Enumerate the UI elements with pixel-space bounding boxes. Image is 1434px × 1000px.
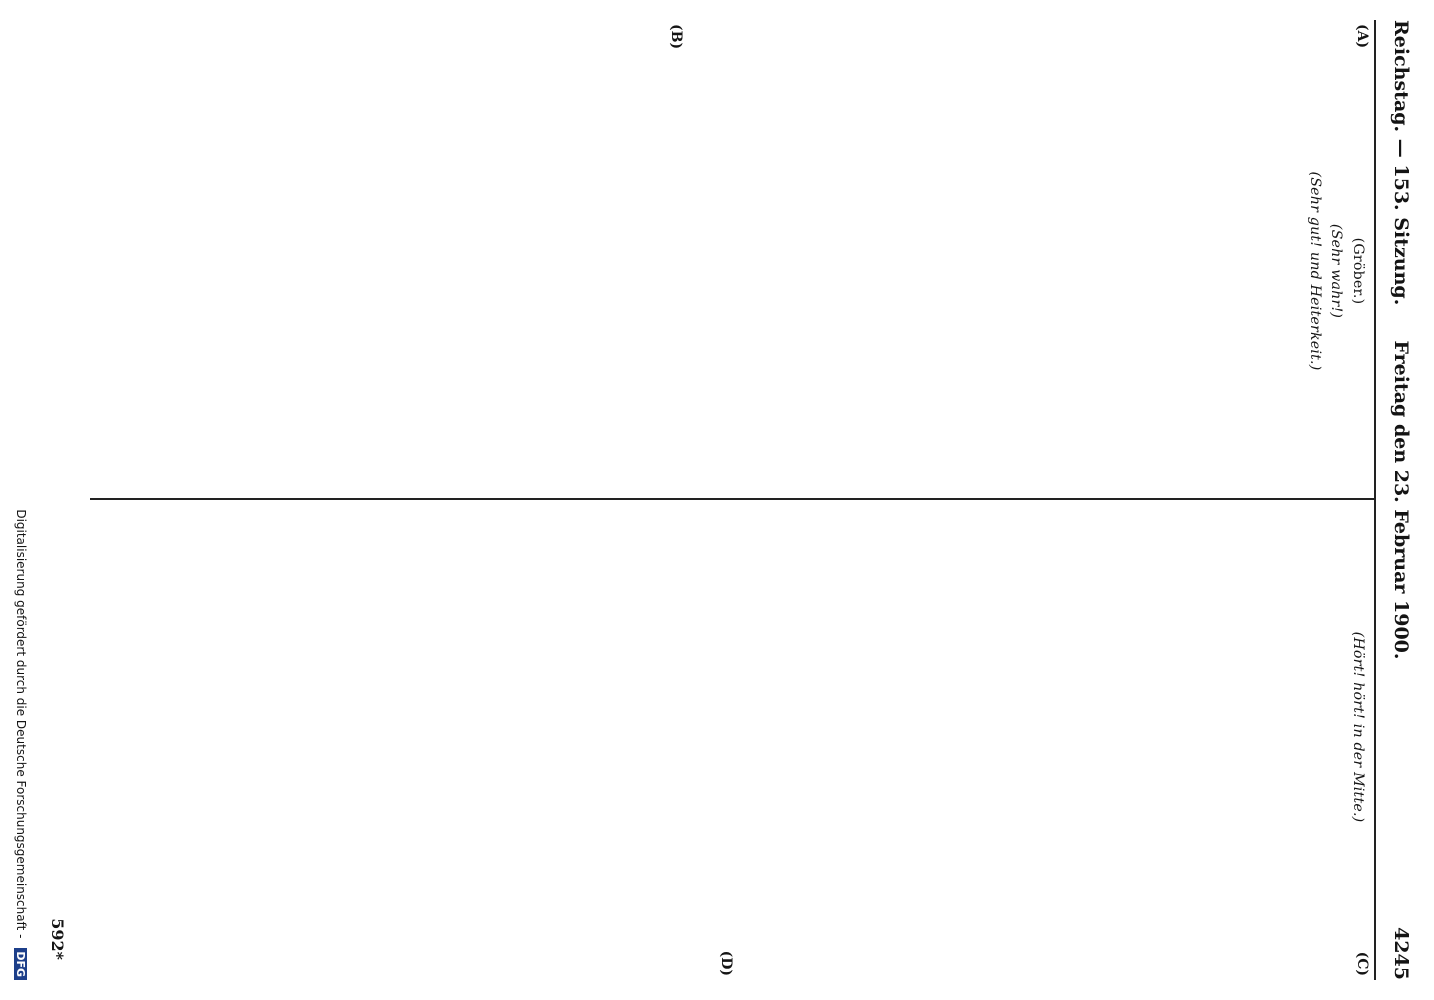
margin-letter-c: (C) bbox=[1354, 951, 1370, 976]
page-header bbox=[1378, 20, 1412, 980]
right-column bbox=[1345, 512, 1370, 942]
header-center: Freitag den 23. Februar 1900. bbox=[1390, 340, 1412, 660]
header-page-number: 4245 bbox=[1390, 927, 1412, 980]
interjection: (Hört! hört! in der Mitte.) bbox=[1350, 631, 1366, 823]
sheet-number: 592* bbox=[48, 918, 67, 960]
interjection: (Sehr gut! und Heiterkeit.) bbox=[1306, 171, 1323, 371]
left-column bbox=[1302, 56, 1370, 486]
dfg-logo: DFG bbox=[14, 948, 27, 980]
interjection: (Sehr wahr!) bbox=[1328, 223, 1345, 319]
header-rule bbox=[1374, 20, 1376, 980]
header-left: Reichstag. — 153. Sitzung. bbox=[1390, 20, 1412, 306]
margin-letter-b: (B) bbox=[668, 24, 684, 50]
speaker-name: (Gröber.) bbox=[1350, 237, 1366, 305]
footer-text: Digitalisierung gefördert durch die Deutsche Forschungsgemeinschaft - bbox=[14, 509, 28, 939]
column-divider bbox=[90, 498, 1374, 500]
margin-letter-a: (A) bbox=[1354, 24, 1370, 49]
digitization-footer bbox=[14, 20, 28, 980]
margin-letter-d: (D) bbox=[718, 950, 734, 976]
